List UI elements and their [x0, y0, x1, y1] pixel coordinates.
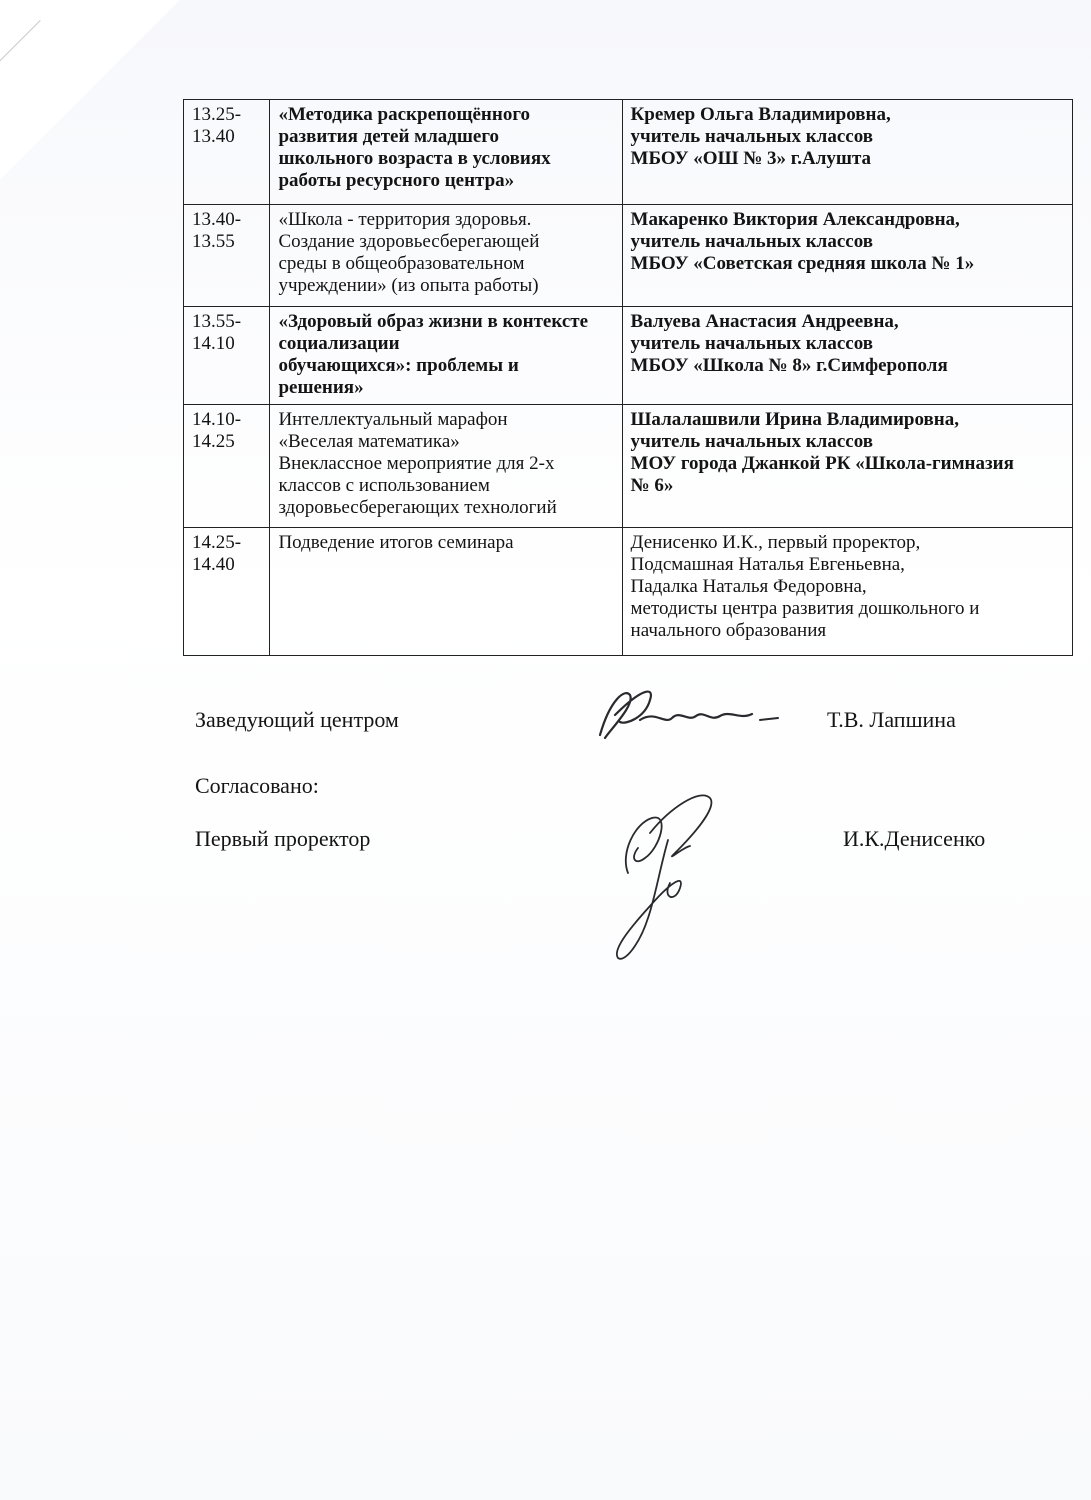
table-row: [184, 528, 1073, 656]
table-row: [184, 100, 1073, 205]
topic-line: здоровьесберегающих технологий: [278, 497, 557, 518]
topic-line: Интеллектуальный марафон: [278, 409, 508, 430]
speaker-line: начального образования: [630, 620, 827, 641]
speaker-line: Падалка Наталья Федоровна,: [630, 576, 867, 597]
speaker-line: Подсмашная Наталья Евгеньевна,: [630, 554, 905, 575]
time-end: 14.25: [192, 431, 235, 452]
speaker-line: № 6»: [630, 475, 674, 496]
time-start: 13.25-: [192, 104, 242, 125]
head-name: Т.В. Лапшина: [827, 707, 956, 732]
prorector-signature: [590, 778, 740, 968]
speaker-line: учитель начальных классов: [630, 333, 873, 354]
time-cell: [184, 528, 270, 656]
time-start: 14.10-: [192, 409, 242, 430]
topic-cell: [270, 528, 622, 656]
topic-cell: [270, 100, 622, 205]
topic-line: школьного возраста в условиях: [278, 148, 551, 169]
time-end: 13.55: [192, 231, 235, 252]
topic-cell: [270, 405, 622, 528]
table-row: [184, 405, 1073, 528]
topic-line: учреждении» (из опыта работы): [278, 275, 539, 296]
time-cell: [184, 307, 270, 405]
speaker-cell: [622, 528, 1072, 656]
head-title: Заведующий центром: [195, 707, 399, 732]
speaker-line: методисты центра развития дошкольного и: [630, 598, 980, 619]
time-end: 14.40: [192, 554, 235, 575]
topic-line: классов с использованием: [278, 475, 490, 496]
time-cell: [184, 405, 270, 528]
topic-cell: [270, 307, 622, 405]
topic-line: Подведение итогов семинара: [278, 532, 514, 553]
speaker-line: МОУ города Джанкой РК «Школа-гимназия: [630, 453, 1014, 474]
topic-line: «Методика раскрепощённого: [278, 104, 530, 125]
agreed-label: Согласовано:: [195, 773, 319, 798]
topic-line: «Школа - территория здоровья.: [278, 209, 532, 230]
time-start: 13.55-: [192, 311, 242, 332]
topic-cell: [270, 205, 622, 307]
topic-line: «Здоровый образ жизни в контексте: [278, 311, 589, 332]
topic-line: развития детей младшего: [278, 126, 500, 147]
folded-corner: [0, 0, 180, 180]
topic-line: обучающихся»: проблемы и: [278, 355, 519, 376]
head-signature: [580, 680, 790, 750]
time-end: 13.40: [192, 126, 235, 147]
topic-line: решения»: [278, 377, 364, 398]
topic-line: среды в общеобразовательном: [278, 253, 525, 274]
speaker-line: Кремер Ольга Владимировна,: [630, 104, 891, 125]
speaker-line: МБОУ «Советская средняя школа № 1»: [630, 253, 975, 274]
speaker-line: Макаренко Виктория Александровна,: [630, 209, 960, 230]
prorector-name: И.К.Денисенко: [843, 826, 986, 851]
time-start: 14.25-: [192, 532, 242, 553]
speaker-line: МБОУ «Школа № 8» г.Симферополя: [630, 355, 948, 376]
speaker-line: учитель начальных классов: [630, 231, 873, 252]
speaker-line: учитель начальных классов: [630, 431, 873, 452]
topic-line: Создание здоровьесберегающей: [278, 231, 540, 252]
table-row: [184, 205, 1073, 307]
speaker-line: Валуева Анастасия Андреевна,: [630, 311, 899, 332]
topic-line: «Веселая математика»: [278, 431, 460, 452]
schedule-table: [183, 99, 1073, 656]
topic-line: работы ресурсного центра»: [278, 170, 515, 191]
topic-line: социализации: [278, 333, 400, 354]
speaker-cell: [622, 307, 1072, 405]
speaker-line: учитель начальных классов: [630, 126, 873, 147]
topic-line: Внеклассное мероприятие для 2-х: [278, 453, 555, 474]
time-cell: [184, 100, 270, 205]
time-end: 14.10: [192, 333, 235, 354]
speaker-cell: [622, 205, 1072, 307]
speaker-line: Денисенко И.К., первый проректор,: [630, 532, 921, 553]
speaker-cell: [622, 405, 1072, 528]
time-cell: [184, 205, 270, 307]
speaker-line: Шалалашвили Ирина Владимировна,: [630, 409, 959, 430]
time-start: 13.40-: [192, 209, 242, 230]
table-row: [184, 307, 1073, 405]
speaker-cell: [622, 100, 1072, 205]
prorector-title: Первый проректор: [195, 826, 371, 851]
speaker-line: МБОУ «ОШ № 3» г.Алушта: [630, 148, 872, 169]
